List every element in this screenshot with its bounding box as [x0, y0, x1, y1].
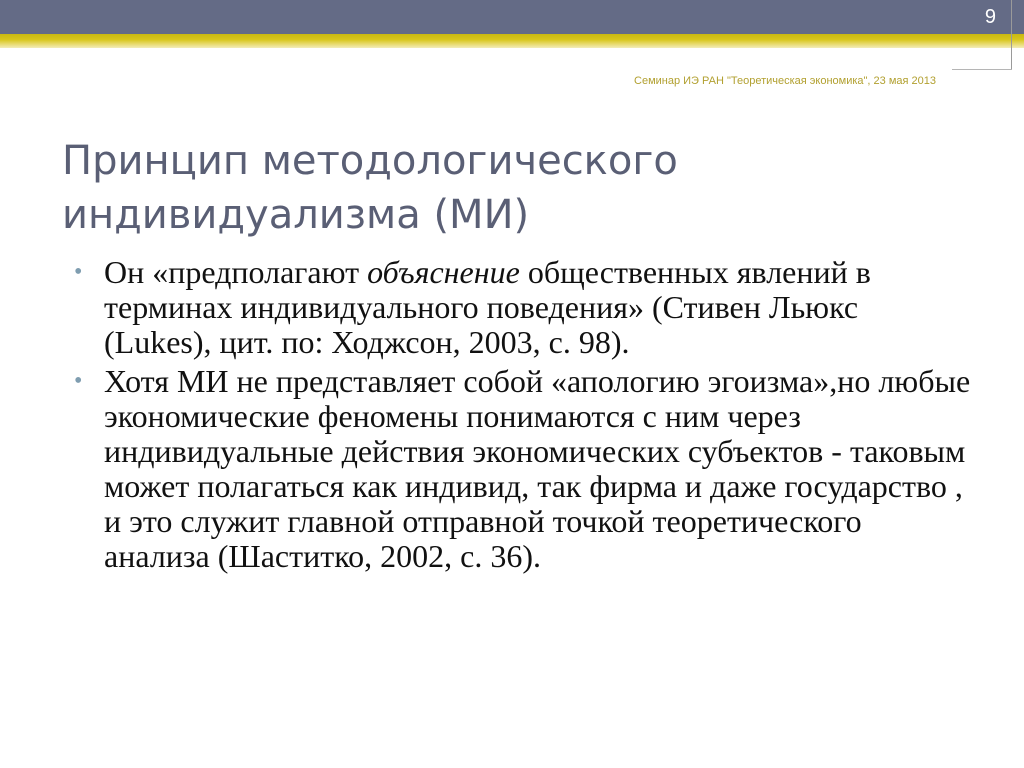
header-band — [0, 0, 1024, 34]
bullet-1-emphasis: объяснение — [367, 254, 520, 290]
slide-title — [62, 134, 962, 242]
bullet-1-text-start: Он «предполагают — [104, 254, 368, 290]
bullet-1-text-end: общественных явлений в терминах индивидуального поведения» (Стивен Льюкс (Lukes), цит. по: Ходжсон, 2003, с. 98). — [104, 254, 871, 360]
bullet-2-text: Хотя МИ не представляет собой «апологию эгоизма»,но любые экономические феномены понимаются с ним через индивидуальные действия экономических субъектов - таковым может полагаться как индивид, так фирма и даже государство , и это служит главной отправной точкой теоретического анализа (Шаститко, 2002, с. 36). — [104, 363, 971, 574]
bullet-dot-icon: • — [74, 259, 83, 285]
accent-bar — [0, 34, 1024, 48]
corner-decoration-vertical — [1011, 0, 1012, 70]
bullet-item-shastitko — [72, 364, 972, 574]
bullet-item-lukes — [72, 255, 972, 360]
seminar-note: Семинар ИЭ РАН "Теоретическая экономика", 23 мая 2013 — [634, 75, 936, 87]
bullet-list — [72, 255, 972, 578]
bullet-dot-icon: • — [74, 368, 83, 394]
corner-decoration-horizontal — [952, 69, 1012, 70]
title-line-2: индивидуализма (МИ) — [62, 192, 530, 238]
slide-number: 9 — [984, 6, 996, 28]
title-line-1: Принцип методологического — [62, 138, 678, 184]
